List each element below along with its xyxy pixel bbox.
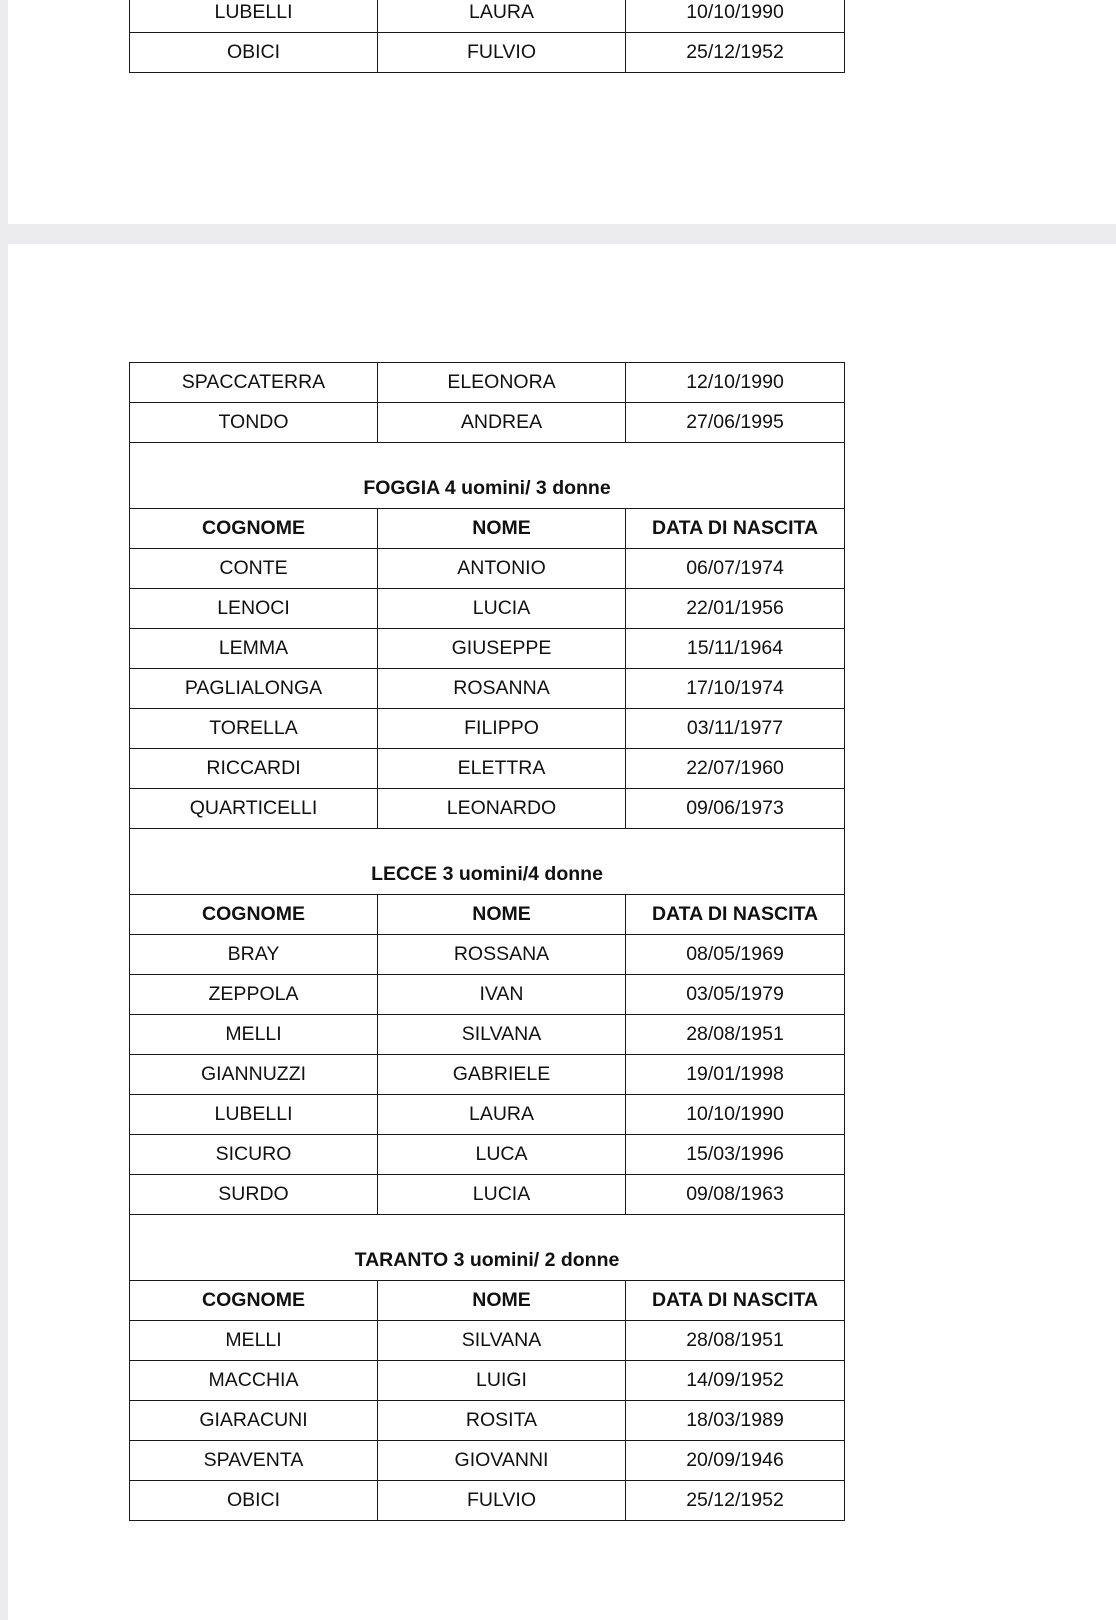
cognome-cell: BRAY	[130, 935, 378, 975]
document-page-2	[8, 244, 1116, 1620]
nome-cell: ELEONORA	[378, 363, 626, 403]
table-row	[130, 403, 845, 443]
nome-cell: SILVANA	[378, 1321, 626, 1361]
table-header-row	[130, 1281, 845, 1321]
people-table-page-2	[129, 362, 845, 1521]
cognome-cell: LENOCI	[130, 589, 378, 629]
table-row	[130, 1401, 845, 1441]
data-nascita-cell: 25/12/1952	[626, 1481, 845, 1521]
nome-cell: GABRIELE	[378, 1055, 626, 1095]
section-title: FOGGIA 4 uomini/ 3 donne	[130, 443, 845, 509]
header-nome: NOME	[378, 895, 626, 935]
data-nascita-cell: 03/05/1979	[626, 975, 845, 1015]
cognome-cell: MELLI	[130, 1015, 378, 1055]
cognome-cell: OBICI	[130, 33, 378, 73]
table-header-row	[130, 509, 845, 549]
header-data-nascita: DATA DI NASCITA	[626, 1281, 845, 1321]
cognome-cell: RICCARDI	[130, 749, 378, 789]
table-row	[130, 1175, 845, 1215]
nome-cell: IVAN	[378, 975, 626, 1015]
nome-cell: SILVANA	[378, 1015, 626, 1055]
cognome-cell: MACCHIA	[130, 1361, 378, 1401]
section-title-row-foggia	[130, 443, 845, 509]
cognome-cell: ZEPPOLA	[130, 975, 378, 1015]
table-row	[130, 1481, 845, 1521]
data-nascita-cell: 06/07/1974	[626, 549, 845, 589]
cognome-cell: SPACCATERRA	[130, 363, 378, 403]
section-title: TARANTO 3 uomini/ 2 donne	[130, 1215, 845, 1281]
table-row	[130, 629, 845, 669]
section-title: LECCE 3 uomini/4 donne	[130, 829, 845, 895]
table-row	[130, 669, 845, 709]
data-nascita-cell: 22/01/1956	[626, 589, 845, 629]
data-nascita-cell: 15/11/1964	[626, 629, 845, 669]
nome-cell: LAURA	[378, 0, 626, 33]
nome-cell: LUIGI	[378, 1361, 626, 1401]
nome-cell: ANTONIO	[378, 549, 626, 589]
cognome-cell: SPAVENTA	[130, 1441, 378, 1481]
nome-cell: LUCA	[378, 1135, 626, 1175]
section-title-row-taranto	[130, 1215, 845, 1281]
nome-cell: ANDREA	[378, 403, 626, 443]
cognome-cell: SICURO	[130, 1135, 378, 1175]
data-nascita-cell: 25/12/1952	[626, 33, 845, 73]
data-nascita-cell: 27/06/1995	[626, 403, 845, 443]
nome-cell: ROSSANA	[378, 935, 626, 975]
table-row	[130, 1321, 845, 1361]
nome-cell: FILIPPO	[378, 709, 626, 749]
cognome-cell: TONDO	[130, 403, 378, 443]
data-nascita-cell: 28/08/1951	[626, 1321, 845, 1361]
table-row	[130, 1015, 845, 1055]
data-nascita-cell: 17/10/1974	[626, 669, 845, 709]
header-nome: NOME	[378, 509, 626, 549]
document-page-1	[8, 0, 1116, 224]
cognome-cell: SURDO	[130, 1175, 378, 1215]
data-nascita-cell: 14/09/1952	[626, 1361, 845, 1401]
data-nascita-cell: 10/10/1990	[626, 0, 845, 33]
cognome-cell: TORELLA	[130, 709, 378, 749]
section-title-row-lecce	[130, 829, 845, 895]
data-nascita-cell: 12/10/1990	[626, 363, 845, 403]
header-data-nascita: DATA DI NASCITA	[626, 509, 845, 549]
table-row	[130, 549, 845, 589]
data-nascita-cell: 03/11/1977	[626, 709, 845, 749]
nome-cell: FULVIO	[378, 1481, 626, 1521]
table-row	[130, 589, 845, 629]
cognome-cell: QUARTICELLI	[130, 789, 378, 829]
nome-cell: FULVIO	[378, 33, 626, 73]
table-row	[130, 363, 845, 403]
nome-cell: GIUSEPPE	[378, 629, 626, 669]
table-row	[130, 1095, 845, 1135]
table-row	[130, 1441, 845, 1481]
data-nascita-cell: 09/08/1963	[626, 1175, 845, 1215]
data-nascita-cell: 08/05/1969	[626, 935, 845, 975]
cognome-cell: CONTE	[130, 549, 378, 589]
table-row	[130, 0, 845, 33]
cognome-cell: GIANNUZZI	[130, 1055, 378, 1095]
table-row	[130, 975, 845, 1015]
table-row	[130, 1055, 845, 1095]
cognome-cell: MELLI	[130, 1321, 378, 1361]
cognome-cell: OBICI	[130, 1481, 378, 1521]
nome-cell: GIOVANNI	[378, 1441, 626, 1481]
table-row	[130, 935, 845, 975]
nome-cell: LEONARDO	[378, 789, 626, 829]
data-nascita-cell: 15/03/1996	[626, 1135, 845, 1175]
table-row	[130, 1361, 845, 1401]
nome-cell: ROSANNA	[378, 669, 626, 709]
table-row	[130, 709, 845, 749]
data-nascita-cell: 28/08/1951	[626, 1015, 845, 1055]
cognome-cell: LUBELLI	[130, 0, 378, 33]
data-nascita-cell: 19/01/1998	[626, 1055, 845, 1095]
cognome-cell: GIARACUNI	[130, 1401, 378, 1441]
table-row	[130, 749, 845, 789]
data-nascita-cell: 22/07/1960	[626, 749, 845, 789]
table-row	[130, 789, 845, 829]
header-cognome: COGNOME	[130, 509, 378, 549]
header-nome: NOME	[378, 1281, 626, 1321]
data-nascita-cell: 18/03/1989	[626, 1401, 845, 1441]
data-nascita-cell: 09/06/1973	[626, 789, 845, 829]
header-cognome: COGNOME	[130, 1281, 378, 1321]
table-header-row	[130, 895, 845, 935]
cognome-cell: PAGLIALONGA	[130, 669, 378, 709]
data-nascita-cell: 10/10/1990	[626, 1095, 845, 1135]
nome-cell: ROSITA	[378, 1401, 626, 1441]
nome-cell: LAURA	[378, 1095, 626, 1135]
header-cognome: COGNOME	[130, 895, 378, 935]
nome-cell: LUCIA	[378, 589, 626, 629]
nome-cell: LUCIA	[378, 1175, 626, 1215]
people-table-page-1	[129, 0, 845, 73]
header-data-nascita: DATA DI NASCITA	[626, 895, 845, 935]
data-nascita-cell: 20/09/1946	[626, 1441, 845, 1481]
cognome-cell: LEMMA	[130, 629, 378, 669]
cognome-cell: LUBELLI	[130, 1095, 378, 1135]
table-row	[130, 33, 845, 73]
table-row	[130, 1135, 845, 1175]
nome-cell: ELETTRA	[378, 749, 626, 789]
